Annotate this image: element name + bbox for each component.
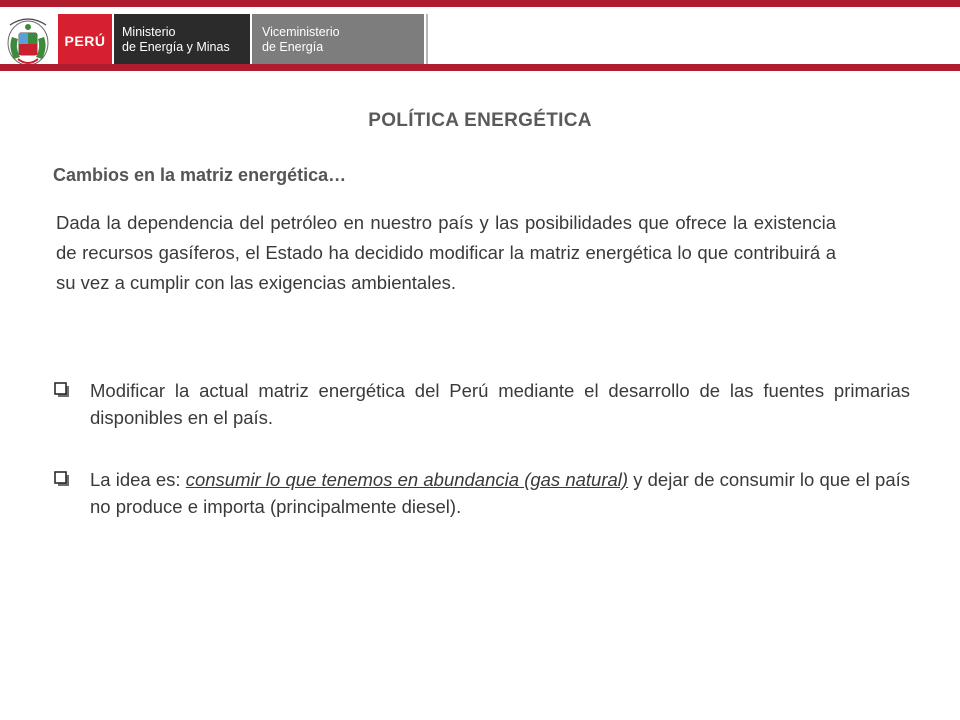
peru-logo: PERÚ (58, 14, 112, 68)
bullet-emphasis: consumir lo que tenemos en abundancia (gas natural) (185, 469, 629, 490)
coat-of-arms-icon (4, 11, 52, 69)
section-subtitle: Cambios en la matriz energética… (53, 165, 347, 185)
ministry-line-2: de Energía y Minas (122, 40, 230, 54)
header-divider (426, 14, 428, 68)
header-top-bar (0, 0, 960, 7)
checkbox-bullet-icon (54, 471, 70, 487)
viceministry-line-2: de Energía (262, 40, 324, 54)
bullet-prefix: La idea es: (90, 469, 186, 490)
header-band (0, 7, 960, 64)
bullet-text (90, 466, 910, 520)
list-item (54, 466, 910, 520)
list-item (54, 377, 910, 431)
ministry-logo (114, 14, 250, 68)
viceministry-logo (252, 14, 424, 68)
bullet-suffix: y dejar de consumir lo que el país no produce e importa (principalmente diesel). (90, 469, 911, 517)
header-bottom-bar (0, 64, 960, 71)
ministry-line-1: Ministerio (122, 25, 176, 39)
intro-paragraph: Dada la dependencia del petróleo en nuestro país y las posibilidades que ofrece la existencia de recursos gasíferos, el Estado ha decidido modificar la matriz energética lo que contribuirá a su vez a cumplir con las exigencias ambientales. (56, 212, 836, 293)
page-title: POLÍTICA ENERGÉTICA (368, 110, 592, 131)
checkbox-bullet-icon (54, 382, 70, 398)
viceministry-line-1: Viceministerio (262, 25, 340, 39)
bullet-text: Modificar la actual matriz energética del Perú mediante el desarrollo de las fuentes primarias disponibles en el país. (90, 380, 910, 428)
